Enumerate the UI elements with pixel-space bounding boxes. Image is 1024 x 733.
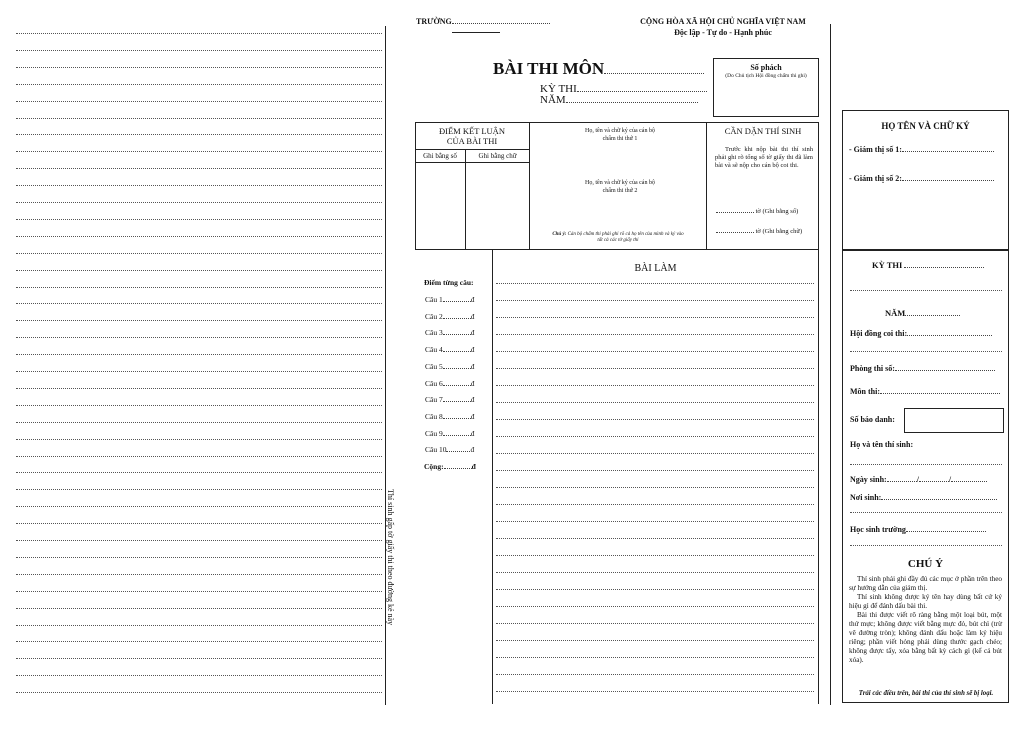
left-line[interactable] bbox=[16, 67, 382, 68]
question-label: Câu 5 bbox=[425, 361, 443, 371]
work-line[interactable] bbox=[496, 521, 814, 522]
scores-label: Điểm từng câu: bbox=[424, 278, 474, 287]
work-line[interactable] bbox=[496, 453, 814, 454]
left-line[interactable] bbox=[16, 185, 382, 186]
proctor-title: HỌ TÊN VÀ CHỮ KÝ bbox=[881, 121, 970, 131]
question-score-row[interactable] bbox=[425, 429, 474, 438]
left-line[interactable] bbox=[16, 202, 382, 203]
sheets-number-label: tờ (Ghi bằng số) bbox=[755, 208, 799, 215]
work-line[interactable] bbox=[496, 538, 814, 539]
left-line[interactable] bbox=[16, 506, 382, 507]
work-line[interactable] bbox=[496, 317, 814, 318]
question-unit: đ bbox=[470, 395, 475, 405]
grader1-label: Họ, tên và chữ ký của cán bộ chấm thi thứ 1 bbox=[585, 128, 655, 142]
school-label: TRƯỜNG bbox=[416, 17, 452, 26]
question-label: Câu 7 bbox=[425, 395, 443, 405]
work-line[interactable] bbox=[496, 419, 814, 420]
rp-school-label: Học sinh trường bbox=[850, 525, 906, 534]
work-line[interactable] bbox=[496, 368, 814, 369]
grader2-label: Họ, tên và chữ ký của cán bộ chấm thi thứ 2 bbox=[585, 180, 655, 194]
work-line[interactable] bbox=[496, 470, 814, 471]
score-divider-2 bbox=[706, 122, 707, 250]
left-line[interactable] bbox=[16, 236, 382, 237]
left-line[interactable] bbox=[16, 270, 382, 271]
left-line[interactable] bbox=[16, 33, 382, 34]
rp-session-line[interactable] bbox=[850, 290, 1002, 291]
question-score-row[interactable] bbox=[425, 312, 474, 321]
left-line[interactable] bbox=[16, 456, 382, 457]
notice-title: CHÚ Ý bbox=[907, 558, 944, 570]
left-line[interactable] bbox=[16, 641, 382, 642]
room-field[interactable] bbox=[850, 364, 995, 373]
left-line[interactable] bbox=[16, 84, 382, 85]
session-label: KỲ THI bbox=[540, 83, 577, 95]
left-line[interactable] bbox=[16, 219, 382, 220]
work-line[interactable] bbox=[496, 402, 814, 403]
rp-session-label: KỲ THI bbox=[872, 260, 903, 270]
rp-year-label: NĂM bbox=[885, 308, 906, 318]
left-line[interactable] bbox=[16, 303, 382, 304]
notice-body bbox=[849, 575, 1002, 665]
name-line[interactable] bbox=[850, 464, 1002, 465]
question-score-row[interactable] bbox=[425, 328, 474, 337]
left-line[interactable] bbox=[16, 675, 382, 676]
total-row[interactable] bbox=[424, 462, 476, 471]
notice-line-2: Thí sinh không được ký tên hay dùng bất cứ ký hiệu gì để đánh dấu bài thi. bbox=[849, 593, 1002, 610]
left-line[interactable] bbox=[16, 405, 382, 406]
left-line[interactable] bbox=[16, 168, 382, 169]
work-line[interactable] bbox=[496, 623, 814, 624]
candidate-warning-title: CẦN DẶN THÍ SINH bbox=[724, 126, 802, 136]
question-score-row[interactable] bbox=[425, 445, 474, 454]
grader-note-text: Cán bộ chấm thi phải ghi rõ cả họ tên của mình và ký vào tất cả các tờ giấy thi bbox=[567, 232, 684, 243]
work-line[interactable] bbox=[496, 385, 814, 386]
room-label: Phòng thi số: bbox=[850, 364, 895, 373]
left-line[interactable] bbox=[16, 489, 382, 490]
notice-line-3: Bài thi được viết rõ ràng bằng một loại bút, một thứ mực; không được viết bằng mực đỏ, bút chì (trừ vẽ đường tròn); không đánh dấu hoặc làm ký hiệu riêng; phần viết hỏng phải dùng thước gạch chéo; không được tẩy, xóa bằng bất kỳ cách gì (kể cả bút xóa). bbox=[849, 611, 1002, 664]
subject-rp-label: Môn thi: bbox=[850, 387, 880, 396]
birthplace-label: Nơi sinh: bbox=[850, 493, 882, 502]
left-line[interactable] bbox=[16, 134, 382, 135]
notice-warning: Trái các điều trên, bài thi của thí sinh sẽ bị loại. bbox=[858, 690, 994, 697]
left-line[interactable] bbox=[16, 287, 382, 288]
grader-note-label: Chú ý: bbox=[552, 232, 567, 237]
question-unit: đ bbox=[470, 328, 475, 338]
grader-note bbox=[550, 232, 686, 244]
question-label: Câu 4 bbox=[425, 345, 443, 355]
question-unit: đ bbox=[470, 445, 475, 455]
question-unit: đ bbox=[470, 428, 475, 438]
left-line[interactable] bbox=[16, 574, 382, 575]
left-line[interactable] bbox=[16, 608, 382, 609]
question-label: Câu 3 bbox=[425, 328, 443, 338]
question-unit: đ bbox=[470, 361, 475, 371]
left-line[interactable] bbox=[16, 472, 382, 473]
national-motto: Độc lập - Tự do - Hạnh phúc bbox=[674, 28, 772, 37]
work-line[interactable] bbox=[496, 283, 814, 284]
school-underline bbox=[452, 32, 500, 33]
left-line[interactable] bbox=[16, 625, 382, 626]
sheets-number-field[interactable] bbox=[716, 208, 798, 215]
work-line[interactable] bbox=[496, 487, 814, 488]
dob-sep-1: / bbox=[916, 475, 919, 484]
left-line[interactable] bbox=[16, 253, 382, 254]
work-margin-line bbox=[492, 250, 493, 704]
question-score-row[interactable] bbox=[425, 345, 474, 354]
left-line[interactable] bbox=[16, 523, 382, 524]
proctor2-field[interactable] bbox=[849, 174, 994, 183]
left-line[interactable] bbox=[16, 371, 382, 372]
left-line[interactable] bbox=[16, 320, 382, 321]
left-line[interactable] bbox=[16, 591, 382, 592]
notice-line-1: Thí sinh phải ghi đầy đủ các mục ở phần trên theo sự hướng dẫn của giám thị. bbox=[849, 575, 1002, 592]
left-line[interactable] bbox=[16, 118, 382, 119]
work-line[interactable] bbox=[496, 691, 814, 692]
score-col-number: Ghi bằng số bbox=[423, 152, 457, 160]
work-line[interactable] bbox=[496, 589, 814, 590]
rp-session-field[interactable] bbox=[872, 260, 984, 270]
total-label: Cộng: bbox=[424, 462, 444, 471]
rp-year-field[interactable] bbox=[885, 308, 960, 318]
work-right-line bbox=[818, 250, 819, 704]
left-line[interactable] bbox=[16, 388, 382, 389]
score-title: ĐIỂM KẾT LUẬN CỦA BÀI THI bbox=[439, 126, 505, 146]
candidate-warning-text: Trước khi nộp bài thi thí sinh phải ghi rõ tổng số tờ giấy thi đã làm bài và sẽ nộp cho cán bộ coi thi. bbox=[715, 146, 813, 169]
question-label: Câu 10 bbox=[425, 445, 447, 455]
birthplace-field[interactable] bbox=[850, 493, 997, 502]
council-label: Hội đồng coi thi: bbox=[850, 329, 908, 338]
work-line[interactable] bbox=[496, 572, 814, 573]
left-line[interactable] bbox=[16, 557, 382, 558]
rp-school-line[interactable] bbox=[850, 545, 1002, 546]
dob-sep-2: / bbox=[948, 475, 952, 484]
sheets-words-label: tờ (Ghi bằng chữ) bbox=[755, 228, 803, 235]
work-line[interactable] bbox=[496, 504, 814, 505]
left-line[interactable] bbox=[16, 422, 382, 423]
name-label: Họ và tên thí sinh: bbox=[850, 440, 914, 449]
score-header-rule bbox=[415, 149, 529, 150]
left-line[interactable] bbox=[16, 50, 382, 51]
year-label: NĂM bbox=[540, 94, 566, 106]
work-line[interactable] bbox=[496, 555, 814, 556]
council-line[interactable] bbox=[850, 351, 1002, 352]
work-line[interactable] bbox=[496, 351, 814, 352]
subject-field[interactable] bbox=[493, 59, 704, 79]
subject-rp-field[interactable] bbox=[850, 387, 1000, 396]
score-col-words: Ghi bằng chữ bbox=[478, 152, 517, 160]
school-field[interactable] bbox=[416, 17, 550, 26]
question-score-row[interactable] bbox=[425, 379, 474, 388]
left-line[interactable] bbox=[16, 151, 382, 152]
question-label: Câu 9 bbox=[425, 428, 443, 438]
total-unit: đ bbox=[471, 462, 476, 471]
secret-code-note: (Do Chủ tịch Hội đồng chấm thi ghi) bbox=[725, 73, 807, 79]
question-score-row[interactable] bbox=[425, 362, 474, 371]
question-score-row[interactable] bbox=[425, 412, 474, 421]
sheets-words-field[interactable] bbox=[716, 228, 802, 235]
question-score-row[interactable] bbox=[425, 295, 474, 304]
question-unit: đ bbox=[470, 345, 475, 355]
question-score-row[interactable] bbox=[425, 395, 474, 404]
country-name: CỘNG HÒA XÃ HỘI CHỦ NGHĨA VIỆT NAM bbox=[640, 17, 806, 26]
left-line[interactable] bbox=[16, 354, 382, 355]
work-line[interactable] bbox=[496, 640, 814, 641]
left-line[interactable] bbox=[16, 439, 382, 440]
question-unit: đ bbox=[470, 295, 475, 304]
score-divider-1 bbox=[529, 122, 530, 250]
work-line[interactable] bbox=[496, 674, 814, 675]
work-title: BÀI LÀM bbox=[634, 263, 677, 274]
left-line[interactable] bbox=[16, 540, 382, 541]
question-label: Câu 8 bbox=[425, 411, 443, 421]
question-unit: đ bbox=[470, 411, 475, 421]
dob-label: Ngày sinh: bbox=[850, 475, 887, 484]
left-line[interactable] bbox=[16, 101, 382, 102]
question-unit: đ bbox=[470, 311, 475, 321]
birthplace-line[interactable] bbox=[850, 512, 1002, 513]
question-label: Câu 2 bbox=[425, 311, 443, 321]
work-line[interactable] bbox=[496, 606, 814, 607]
left-line[interactable] bbox=[16, 337, 382, 338]
question-label: Câu 1 bbox=[425, 295, 443, 304]
question-unit: đ bbox=[470, 378, 475, 388]
work-line[interactable] bbox=[496, 300, 814, 301]
rp-school-field[interactable] bbox=[850, 525, 986, 534]
question-label: Câu 6 bbox=[425, 378, 443, 388]
score-number-cell[interactable] bbox=[416, 163, 465, 249]
secret-code-title: Số phách bbox=[750, 63, 782, 72]
proctor2-label: - Giám thị số 2: bbox=[849, 174, 902, 183]
work-line[interactable] bbox=[496, 436, 814, 437]
proctor1-label: - Giám thị số 1: bbox=[849, 145, 902, 154]
candidate-no-label: Số báo danh: bbox=[850, 415, 895, 424]
score-words-cell[interactable] bbox=[466, 163, 529, 249]
left-line[interactable] bbox=[16, 658, 382, 659]
subject-label: BÀI THI MÔN bbox=[493, 59, 605, 78]
council-field[interactable] bbox=[850, 329, 992, 338]
right-fold-line bbox=[830, 24, 831, 705]
proctor1-field[interactable] bbox=[849, 145, 994, 154]
dob-field[interactable] bbox=[850, 475, 987, 484]
work-line[interactable] bbox=[496, 334, 814, 335]
candidate-no-input[interactable] bbox=[904, 408, 1004, 433]
work-line[interactable] bbox=[496, 657, 814, 658]
secret-code-box[interactable] bbox=[713, 58, 819, 117]
left-line[interactable] bbox=[16, 692, 382, 693]
fold-instruction: Thí sinh gấp tờ giấy thi theo đường kẻ này bbox=[386, 489, 395, 626]
year-field[interactable] bbox=[540, 94, 698, 106]
